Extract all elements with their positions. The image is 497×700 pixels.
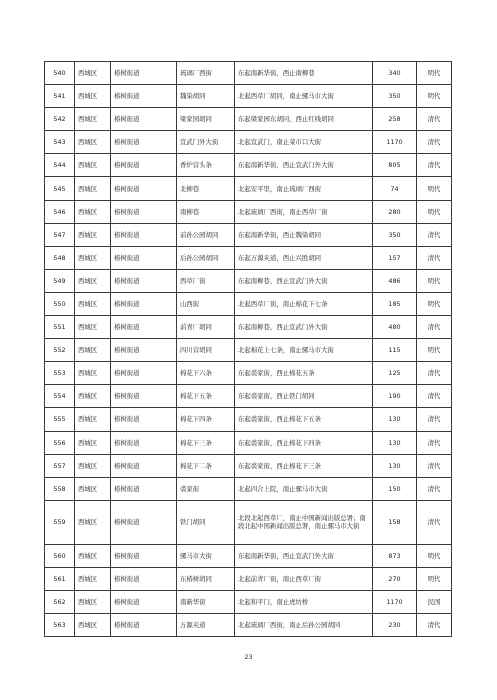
subdistrict-cell: 椿树街道: [111, 246, 177, 269]
location-cell: 北起安平里，南止琉璃厂西街: [235, 177, 373, 200]
table-row: [45, 544, 452, 567]
era-cell: 清代: [417, 131, 452, 154]
district-cell: 西城区: [75, 567, 111, 590]
era-cell: 清代: [417, 614, 452, 637]
row-number: 553: [45, 362, 75, 385]
location-cell: 北起西草厂胡同，南止骡马市大街: [235, 85, 373, 108]
street-name-cell: 南柳巷: [177, 200, 235, 223]
subdistrict-cell: 椿树街道: [111, 269, 177, 292]
subdistrict-cell: 椿树街道: [111, 292, 177, 315]
row-number: 545: [45, 177, 75, 200]
era-cell: 清代: [417, 385, 452, 408]
era-cell: 明代: [417, 339, 452, 362]
length-cell: 125: [373, 362, 417, 385]
location-cell: 北段北起西草厂，南止中国新闻出版总署；南段北起中国新闻出版总署，南止骡马市大街: [235, 500, 373, 544]
location-cell: 东起裘家街，西止棉花下四条: [235, 431, 373, 454]
table-row: [45, 339, 452, 362]
district-cell: 西城区: [75, 339, 111, 362]
district-cell: 西城区: [75, 131, 111, 154]
street-name-cell: 棉花下六条: [177, 362, 235, 385]
row-number: 548: [45, 246, 75, 269]
location-cell: 东起梁家园东胡同，西止红线胡同: [235, 108, 373, 131]
row-number: 540: [45, 62, 75, 85]
location-cell: 东起南新华街，西止魏染胡同: [235, 223, 373, 246]
table-row: [45, 567, 452, 590]
row-number: 544: [45, 154, 75, 177]
district-cell: 西城区: [75, 316, 111, 339]
street-name-cell: 后孙公园胡同: [177, 246, 235, 269]
district-cell: 西城区: [75, 590, 111, 613]
district-cell: 西城区: [75, 292, 111, 315]
location-cell: 东起南新华街，西止南柳巷: [235, 62, 373, 85]
era-cell: 明代: [417, 544, 452, 567]
district-cell: 西城区: [75, 408, 111, 431]
street-name-cell: 琉璃厂西街: [177, 62, 235, 85]
table-row: [45, 408, 452, 431]
length-cell: 150: [373, 477, 417, 500]
row-number: 547: [45, 223, 75, 246]
street-name-cell: 棉花下五条: [177, 385, 235, 408]
street-name-cell: 棉花下三条: [177, 431, 235, 454]
page-number: 23: [244, 653, 253, 661]
street-name-cell: 铁门胡同: [177, 500, 235, 544]
subdistrict-cell: 椿树街道: [111, 431, 177, 454]
length-cell: 130: [373, 431, 417, 454]
length-cell: 185: [373, 292, 417, 315]
table-row: [45, 431, 452, 454]
subdistrict-cell: 椿树街道: [111, 108, 177, 131]
subdistrict-cell: 椿树街道: [111, 408, 177, 431]
subdistrict-cell: 椿树街道: [111, 385, 177, 408]
location-cell: 东起南柳巷，西止宣武门外大街: [235, 316, 373, 339]
length-cell: 158: [373, 500, 417, 544]
table-row: [45, 292, 452, 315]
era-cell: 清代: [417, 477, 452, 500]
street-name-cell: 梁家园胡同: [177, 108, 235, 131]
location-cell: 东起南新华街，西止宣武门外大街: [235, 544, 373, 567]
era-cell: 明代: [417, 62, 452, 85]
length-cell: 480: [373, 316, 417, 339]
length-cell: 115: [373, 339, 417, 362]
district-cell: 西城区: [75, 431, 111, 454]
table-row: [45, 246, 452, 269]
length-cell: 1170: [373, 590, 417, 613]
location-cell: 东起南新华街，西止宣武门外大街: [235, 154, 373, 177]
era-cell: 明代: [417, 177, 452, 200]
subdistrict-cell: 椿树街道: [111, 200, 177, 223]
era-cell: 民国: [417, 590, 452, 613]
era-cell: 清代: [417, 316, 452, 339]
length-cell: 1170: [373, 131, 417, 154]
district-cell: 西城区: [75, 62, 111, 85]
street-name-cell: 山西街: [177, 292, 235, 315]
era-cell: 清代: [417, 223, 452, 246]
length-cell: 350: [373, 85, 417, 108]
row-number: 546: [45, 200, 75, 223]
length-cell: 157: [373, 246, 417, 269]
row-number: 558: [45, 477, 75, 500]
location-cell: 东起裘家街，西止棉花五条: [235, 362, 373, 385]
era-cell: 清代: [417, 362, 452, 385]
street-name-cell: 东椿树胡同: [177, 567, 235, 590]
district-cell: 西城区: [75, 385, 111, 408]
subdistrict-cell: 椿树街道: [111, 131, 177, 154]
street-name-cell: 棉花下四条: [177, 408, 235, 431]
street-name-cell: 骡马市大街: [177, 544, 235, 567]
street-name-cell: 四川营胡同: [177, 339, 235, 362]
table-row: [45, 85, 452, 108]
row-number: 562: [45, 590, 75, 613]
table-body: [45, 62, 452, 637]
subdistrict-cell: 椿树街道: [111, 177, 177, 200]
table-row: [45, 62, 452, 85]
district-cell: 西城区: [75, 269, 111, 292]
district-cell: 西城区: [75, 154, 111, 177]
street-name-cell: 万源夹道: [177, 614, 235, 637]
district-cell: 西城区: [75, 177, 111, 200]
location-cell: 北起前青厂街，南止西草厂街: [235, 567, 373, 590]
district-cell: 西城区: [75, 477, 111, 500]
location-cell: 东起万源夹道，西止兴胜胡同: [235, 246, 373, 269]
length-cell: 340: [373, 62, 417, 85]
location-cell: 东起裘家街，西止棉花下五条: [235, 408, 373, 431]
subdistrict-cell: 椿树街道: [111, 154, 177, 177]
length-cell: 74: [373, 177, 417, 200]
subdistrict-cell: 椿树街道: [111, 614, 177, 637]
location-cell: 北起琉璃厂西街，南止后孙公园胡同: [235, 614, 373, 637]
location-cell: 东起南柳巷，西止宣武门外大街: [235, 269, 373, 292]
row-number: 549: [45, 269, 75, 292]
length-cell: 258: [373, 108, 417, 131]
table-row: [45, 614, 452, 637]
length-cell: 190: [373, 385, 417, 408]
table-row: [45, 154, 452, 177]
era-cell: 明代: [417, 292, 452, 315]
table-row: [45, 500, 452, 544]
table-row: [45, 385, 452, 408]
table-row: [45, 223, 452, 246]
era-cell: 明代: [417, 269, 452, 292]
street-name-cell: 香炉营头条: [177, 154, 235, 177]
era-cell: 清代: [417, 500, 452, 544]
subdistrict-cell: 椿树街道: [111, 477, 177, 500]
length-cell: 130: [373, 408, 417, 431]
location-cell: 东起裘家街，西止棉花下三条: [235, 454, 373, 477]
length-cell: 486: [373, 269, 417, 292]
length-cell: 873: [373, 544, 417, 567]
district-cell: 西城区: [75, 246, 111, 269]
table-row: [45, 477, 452, 500]
subdistrict-cell: 椿树街道: [111, 362, 177, 385]
era-cell: 清代: [417, 408, 452, 431]
row-number: 560: [45, 544, 75, 567]
street-name-cell: 前青厂胡同: [177, 316, 235, 339]
length-cell: 350: [373, 223, 417, 246]
location-cell: 北起四合上院，南止骡马市大街: [235, 477, 373, 500]
street-name-cell: 前孙公园胡同: [177, 223, 235, 246]
row-number: 555: [45, 408, 75, 431]
length-cell: 130: [373, 454, 417, 477]
row-number: 551: [45, 316, 75, 339]
district-cell: 西城区: [75, 500, 111, 544]
street-name-cell: 西草厂街: [177, 269, 235, 292]
district-cell: 西城区: [75, 223, 111, 246]
subdistrict-cell: 椿树街道: [111, 316, 177, 339]
era-cell: 清代: [417, 154, 452, 177]
location-cell: 北起宣武门，南止菜市口大街: [235, 131, 373, 154]
row-number: 559: [45, 500, 75, 544]
district-cell: 西城区: [75, 614, 111, 637]
district-cell: 西城区: [75, 454, 111, 477]
location-cell: 北起琉璃厂西街，南止西草厂街: [235, 200, 373, 223]
location-cell: 北起和平门，南止虎坊桥: [235, 590, 373, 613]
table-row: [45, 108, 452, 131]
hutong-register-table: [44, 61, 452, 637]
table-row: [45, 362, 452, 385]
table-row: [45, 200, 452, 223]
row-number: 543: [45, 131, 75, 154]
location-cell: 北起西草厂街，南止棉花下七条: [235, 292, 373, 315]
era-cell: 清代: [417, 108, 452, 131]
row-number: 563: [45, 614, 75, 637]
subdistrict-cell: 椿树街道: [111, 454, 177, 477]
row-number: 561: [45, 567, 75, 590]
district-cell: 西城区: [75, 85, 111, 108]
location-cell: 北起棉花上七条，南止骡马市大街: [235, 339, 373, 362]
street-name-cell: 北柳巷: [177, 177, 235, 200]
era-cell: 明代: [417, 567, 452, 590]
subdistrict-cell: 椿树街道: [111, 85, 177, 108]
length-cell: 280: [373, 200, 417, 223]
subdistrict-cell: 椿树街道: [111, 500, 177, 544]
subdistrict-cell: 椿树街道: [111, 339, 177, 362]
row-number: 557: [45, 454, 75, 477]
district-cell: 西城区: [75, 362, 111, 385]
table-row: [45, 590, 452, 613]
row-number: 556: [45, 431, 75, 454]
row-number: 550: [45, 292, 75, 315]
district-cell: 西城区: [75, 544, 111, 567]
era-cell: 明代: [417, 200, 452, 223]
street-name-cell: 南新华街: [177, 590, 235, 613]
length-cell: 805: [373, 154, 417, 177]
table-row: [45, 316, 452, 339]
row-number: 552: [45, 339, 75, 362]
street-name-cell: 棉花下二条: [177, 454, 235, 477]
street-name-cell: 宣武门外大街: [177, 131, 235, 154]
street-name-cell: 魏染胡同: [177, 85, 235, 108]
row-number: 542: [45, 108, 75, 131]
table-row: [45, 454, 452, 477]
subdistrict-cell: 椿树街道: [111, 567, 177, 590]
subdistrict-cell: 椿树街道: [111, 590, 177, 613]
era-cell: 明代: [417, 85, 452, 108]
era-cell: 清代: [417, 431, 452, 454]
subdistrict-cell: 椿树街道: [111, 223, 177, 246]
length-cell: 270: [373, 567, 417, 590]
street-name-cell: 裘家街: [177, 477, 235, 500]
era-cell: 清代: [417, 246, 452, 269]
district-cell: 西城区: [75, 200, 111, 223]
district-cell: 西城区: [75, 108, 111, 131]
subdistrict-cell: 椿树街道: [111, 62, 177, 85]
era-cell: 清代: [417, 454, 452, 477]
table-row: [45, 131, 452, 154]
subdistrict-cell: 椿树街道: [111, 544, 177, 567]
row-number: 554: [45, 385, 75, 408]
length-cell: 230: [373, 614, 417, 637]
table-row: [45, 269, 452, 292]
location-cell: 东起裘家街，西止铁门胡同: [235, 385, 373, 408]
row-number: 541: [45, 85, 75, 108]
table-row: [45, 177, 452, 200]
